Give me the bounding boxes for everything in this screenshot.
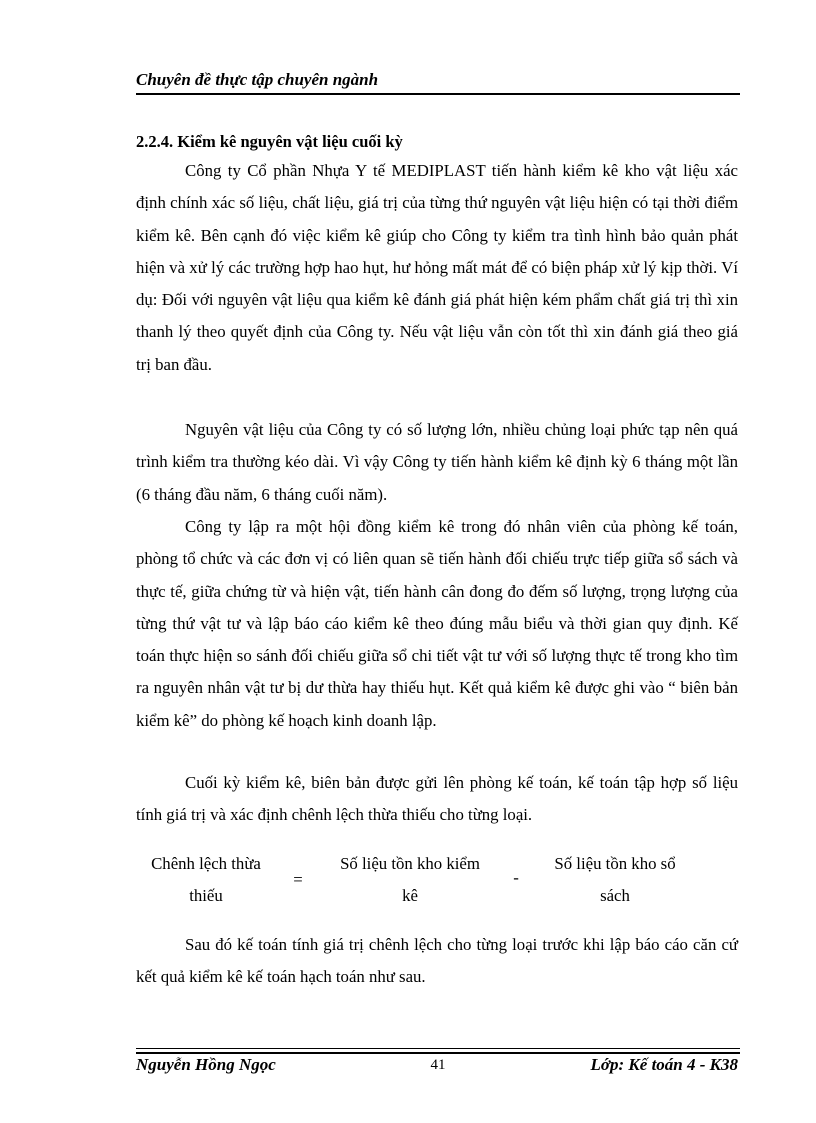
- paragraph-5: Sau đó kế toán tính giá trị chênh lệch cho từng loại trước khi lập báo cáo căn cứ kết quả kiểm kê kế toán hạch toán như sau.: [136, 935, 738, 987]
- formula-label-line2: thiếu: [189, 886, 223, 905]
- page-header-title: Chuyên đề thực tập chuyên ngành: [136, 70, 379, 89]
- footer-author: Nguyễn Hồng Ngọc: [136, 1055, 276, 1074]
- paragraph-2: Nguyên vật liệu của Công ty có số lượng lớn, nhiều chủng loại phức tạp nên quá trình kiểm tra thường kéo dài. Vì vậy Công ty tiến hành kiểm kê định kỳ 6 tháng một lần (6 tháng đầu năm, 6 tháng cuối năm).: [136, 420, 738, 504]
- section-heading: 2.2.4. Kiểm kê nguyên vật liệu cuối kỳ: [136, 132, 403, 151]
- formula-equals-sign: =: [293, 870, 303, 889]
- paragraph-4: Cuối kỳ kiểm kê, biên bản được gửi lên phòng kế toán, kế toán tập hợp số liệu tính giá trị và xác định chênh lệch thừa thiếu cho từng loại.: [136, 773, 738, 825]
- formula-minus-sign: -: [513, 868, 519, 887]
- paragraph-3: Công ty lập ra một hội đồng kiểm kê trong đó nhân viên của phòng kế toán, phòng tổ chức và các đơn vị có liên quan sẽ tiến hành đối chiếu trực tiếp giữa sổ sách và thực tế, giữa chứng từ và hiện vật, tiến hành cân đong đo đếm số lượng, trọng lượng của từng thứ vật tư và lập báo cáo kiểm kê theo đúng mẫu biểu và thời gian quy định. Kế toán thực hiện so sánh đối chiếu giữa sổ chi tiết vật tư với số lượng thực tế trong kho tìm ra nguyên nhân vật tư bị dư thừa hay thiếu hụt. Kết quả kiểm kê được ghi vào “ biên bản kiểm kê” do phòng kế hoạch kinh doanh lập.: [136, 517, 738, 730]
- footer-class-info: Lớp: Kế toán 4 - K38: [590, 1055, 738, 1074]
- formula-term1-line2: kê: [402, 886, 418, 905]
- formula-term2-line1: Số liệu tồn kho sổ: [554, 854, 676, 873]
- formula-term1-line1: Số liệu tồn kho kiểm: [340, 854, 480, 873]
- footer-rule-thick: [136, 1052, 740, 1054]
- footer-rule-thin: [136, 1048, 740, 1049]
- page-number: 41: [430, 1057, 446, 1073]
- formula-term2-line2: sách: [600, 886, 630, 905]
- formula-label: [136, 848, 276, 912]
- formula-label-line1: Chênh lệch thừa: [151, 854, 261, 873]
- formula-term-physical-count: [320, 848, 500, 912]
- formula-term-book-balance: [530, 848, 700, 912]
- header-rule: [136, 93, 740, 95]
- paragraph-1: Công ty Cổ phần Nhựa Y tế MEDIPLAST tiến hành kiểm kê kho vật liệu xác định chính xác số liệu, chất liệu, giá trị của từng thứ nguyên vật liệu hiện có tại thời điểm kiểm kê. Bên cạnh đó việc kiểm kê giúp cho Công ty kiểm tra tình hình bảo quản phát hiện và xử lý các trường hợp hao hụt, hư hỏng mất mát để có biện pháp xử lý kịp thời. Ví dụ: Đối với nguyên vật liệu qua kiểm kê đánh giá phát hiện kém phẩm chất giá trị thì xin thanh lý theo quyết định của Công ty. Nếu vật liệu vẫn còn tốt thì xin đánh giá theo giá trị ban đầu.: [136, 161, 738, 374]
